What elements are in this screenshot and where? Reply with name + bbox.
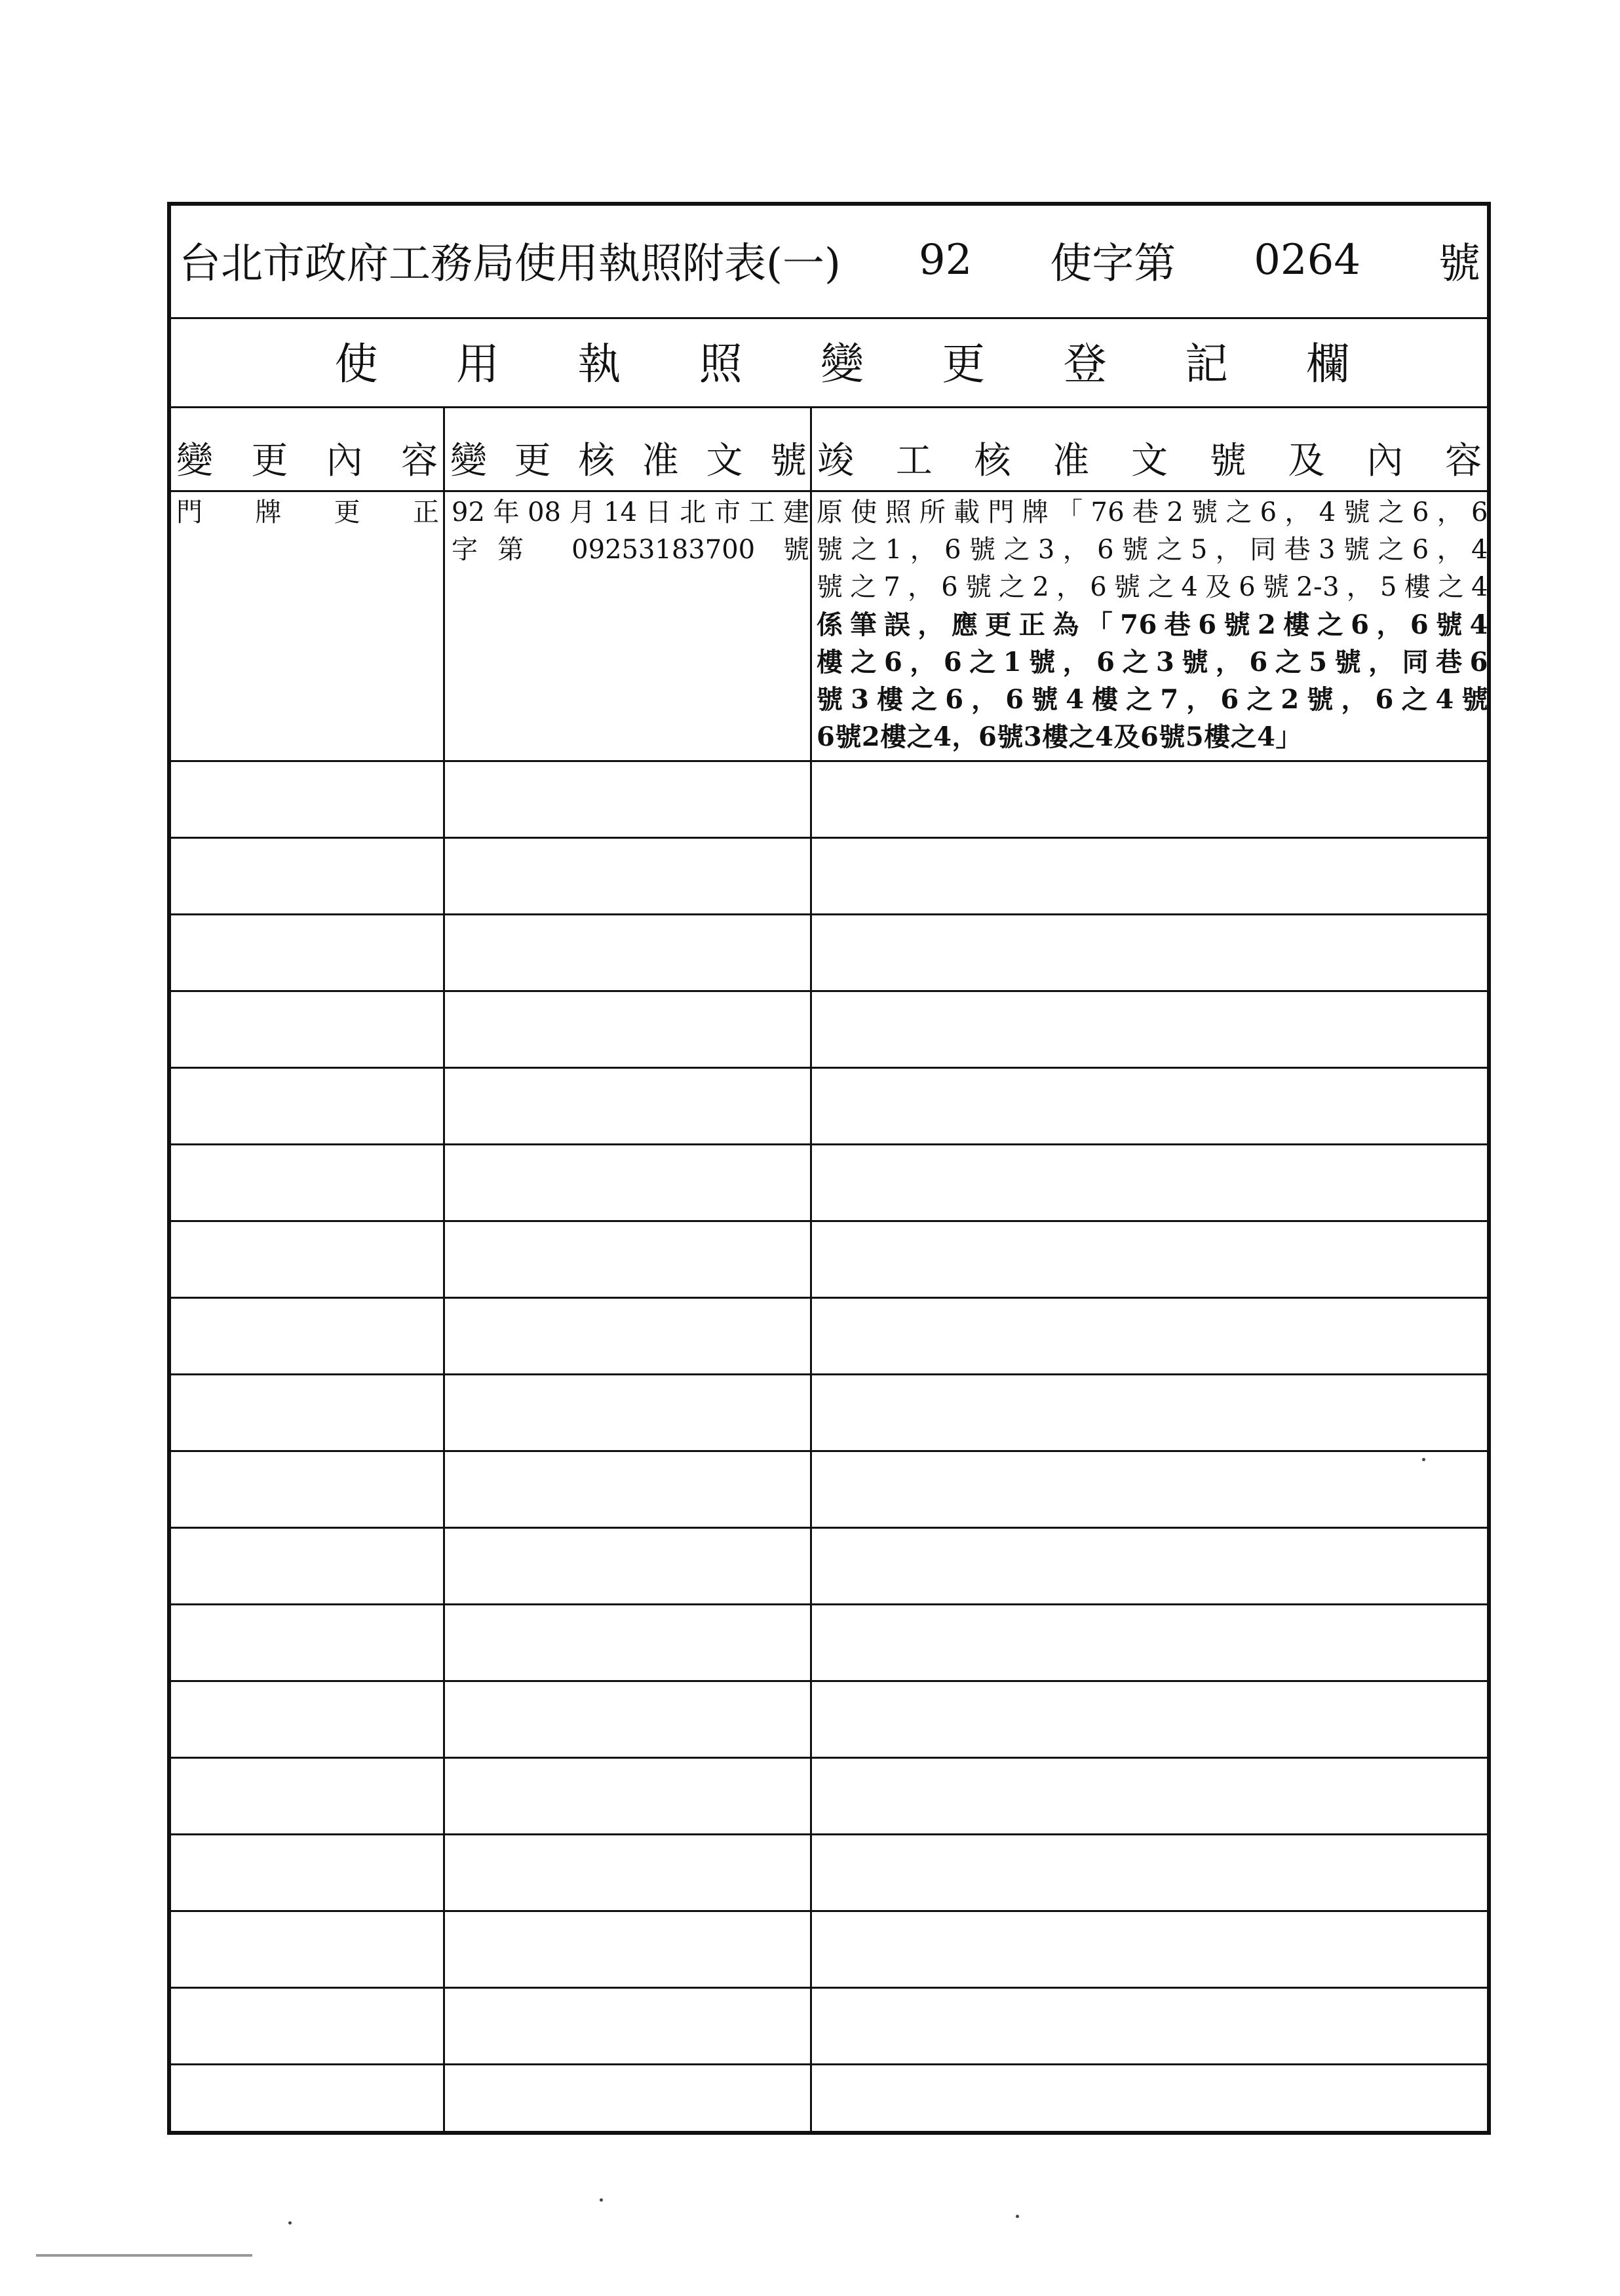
header-char: 更 — [514, 440, 551, 482]
header-char: 號 — [769, 440, 807, 482]
row-divider — [171, 1297, 1487, 1299]
header-char: 容 — [1445, 440, 1482, 482]
header-char: 核 — [974, 440, 1011, 482]
section-title-char: 欄 — [1306, 338, 1350, 389]
row-divider — [171, 1757, 1487, 1759]
scan-speck — [1422, 1458, 1425, 1461]
scan-speck — [600, 2198, 603, 2202]
license-year: 92 — [918, 236, 973, 284]
section-title-char: 用 — [455, 338, 499, 389]
approval-line: 字第 09253183700 號 — [452, 535, 809, 565]
detail-line: 號之7，6號之2，6號之4及6號2-3，5樓之4 — [817, 572, 1488, 602]
header-char: 變 — [176, 440, 213, 482]
section-title-char: 執 — [577, 338, 621, 389]
row-divider — [171, 1680, 1487, 1682]
column-divider — [810, 406, 812, 2131]
scan-speck — [288, 2221, 292, 2225]
header-char: 核 — [578, 440, 615, 482]
scan-artifact — [36, 2254, 252, 2263]
divider — [171, 317, 1487, 319]
row-divider — [171, 1450, 1487, 1452]
usage-license-form — [167, 202, 1491, 2135]
header-char: 更 — [251, 440, 288, 482]
header-approval-number — [445, 429, 812, 488]
entry-change-content — [176, 494, 442, 531]
header-char: 容 — [400, 440, 438, 482]
detail-line: 6號2樓之4，6號3樓之4及6號5樓之4」 — [817, 721, 1302, 752]
entry-completion-details — [817, 494, 1488, 756]
row-divider — [171, 760, 1487, 762]
entry-char: 牌 — [255, 497, 282, 527]
section-title — [171, 320, 1487, 399]
row-divider — [171, 1603, 1487, 1605]
header-char: 文 — [706, 440, 743, 482]
entry-char: 更 — [334, 497, 360, 527]
section-title-char: 變 — [820, 338, 864, 389]
header-char: 准 — [1052, 440, 1090, 482]
entry-approval-number — [452, 494, 809, 569]
section-title-char: 更 — [942, 338, 986, 389]
header-char: 內 — [326, 440, 363, 482]
header-char: 變 — [450, 440, 487, 482]
approval-line: 92年08月14日北市工建 — [452, 497, 809, 527]
header-char: 號 — [1209, 440, 1246, 482]
header-char: 竣 — [817, 440, 854, 482]
entry-char: 正 — [412, 497, 439, 527]
row-divider — [171, 2063, 1487, 2065]
form-title-mid: 使字第 — [1050, 240, 1176, 288]
entry-char: 門 — [176, 497, 202, 527]
header-change-content — [171, 429, 443, 488]
detail-line: 係筆誤，應更正為「76巷6號2樓之6，6號4 — [817, 609, 1488, 640]
detail-line: 原使照所載門牌「76巷2號之6，4號之6，6 — [817, 497, 1488, 527]
section-title-char: 記 — [1184, 338, 1228, 389]
license-number: 0264 — [1254, 236, 1361, 284]
divider — [171, 406, 1487, 408]
row-divider — [171, 1067, 1487, 1069]
section-title-char: 照 — [699, 338, 742, 389]
row-divider — [171, 1143, 1487, 1145]
detail-line: 樓之6，6之1號，6之3號，6之5號，同巷6 — [817, 647, 1488, 678]
header-char: 文 — [1131, 440, 1168, 482]
row-divider — [171, 1527, 1487, 1529]
detail-line: 號之1，6號之3，6號之5，同巷3號之6，4 — [817, 535, 1488, 565]
form-title — [179, 231, 1480, 290]
section-title-char: 使 — [334, 338, 378, 389]
divider — [171, 490, 1487, 492]
header-char: 內 — [1366, 440, 1404, 482]
scan-speck — [1016, 2215, 1019, 2218]
form-title-suffix: 號 — [1438, 240, 1480, 288]
row-divider — [171, 1373, 1487, 1375]
form-title-prefix: 台北市政府工務局使用執照附表(一) — [179, 240, 841, 288]
row-divider — [171, 913, 1487, 915]
row-divider — [171, 837, 1487, 839]
header-char: 及 — [1288, 440, 1325, 482]
row-divider — [171, 1220, 1487, 1222]
row-divider — [171, 1910, 1487, 1912]
row-divider — [171, 990, 1487, 992]
row-divider — [171, 1833, 1487, 1835]
header-char: 工 — [895, 440, 933, 482]
section-title-char: 登 — [1063, 338, 1107, 389]
detail-line: 號3樓之6，6號4樓之7，6之2號，6之4號 — [817, 684, 1488, 715]
column-divider — [443, 406, 445, 2131]
header-completion-details — [812, 429, 1487, 488]
header-char: 准 — [642, 440, 679, 482]
row-divider — [171, 1987, 1487, 1989]
